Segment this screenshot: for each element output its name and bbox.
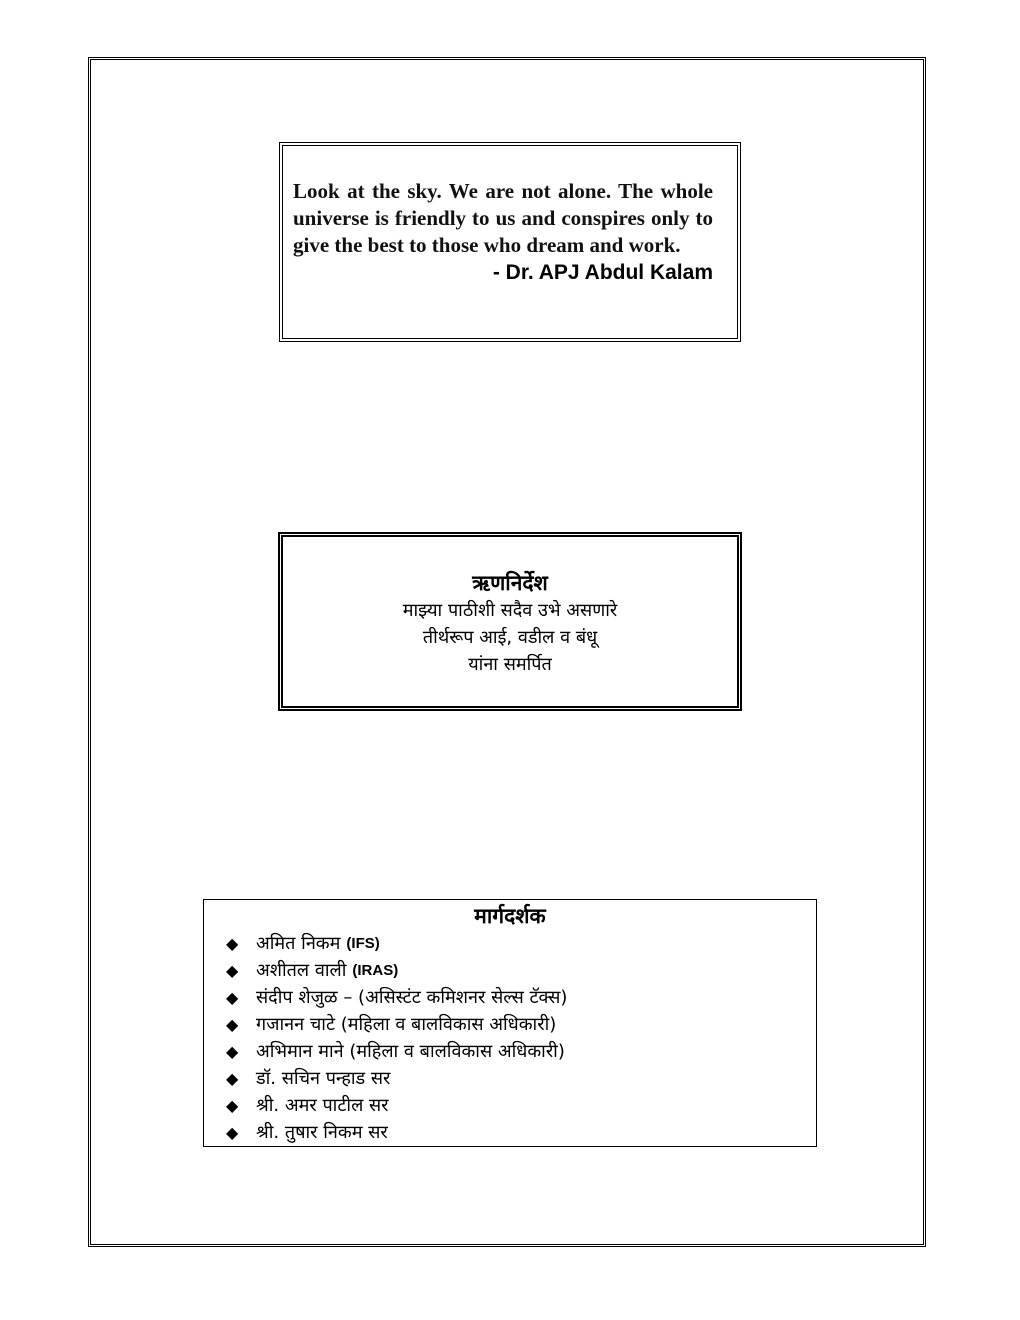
guide-name: डॉ. सचिन पन्हाड सर xyxy=(256,1068,391,1089)
diamond-bullet-icon: ◆ xyxy=(226,961,239,980)
guide-abbr: (IRAS) xyxy=(352,962,399,979)
dedication-line: तीर्थरूप आई, वडील व बंधू xyxy=(422,627,598,648)
diamond-bullet-icon: ◆ xyxy=(226,1069,239,1088)
guide-name: श्री. अमर पाटील सर xyxy=(256,1095,389,1116)
guides-list xyxy=(204,930,816,1146)
guide-name: श्री. तुषार निकम सर xyxy=(256,1122,388,1143)
quote-text: Look at the sky. We are not alone. The whole universe is friendly to us and conspires only to give the best to those who dream and work. xyxy=(293,179,713,257)
dedication-line: माझ्या पाठीशी सदैव उभे असणारे xyxy=(402,600,618,621)
list-item xyxy=(226,1038,816,1065)
guide-name: अशीतल वाली xyxy=(256,960,347,981)
list-item xyxy=(226,1119,816,1146)
list-item xyxy=(226,1011,816,1038)
guide-name: अभिमान माने (महिला व बालविकास अधिकारी) xyxy=(256,1041,565,1062)
list-item xyxy=(226,984,816,1011)
list-item xyxy=(226,930,816,957)
quote-author: - Dr. APJ Abdul Kalam xyxy=(492,261,713,284)
guide-name: अमित निकम xyxy=(256,933,341,954)
diamond-bullet-icon: ◆ xyxy=(226,988,239,1007)
guide-name: संदीप शेजुळ – (असिस्टंट कमिशनर सेल्स टॅक्स) xyxy=(256,987,568,1008)
list-item xyxy=(226,1092,816,1119)
list-item xyxy=(226,1065,816,1092)
list-item xyxy=(226,957,816,984)
guide-name: गजानन चाटे (महिला व बालविकास अधिकारी) xyxy=(256,1014,557,1035)
diamond-bullet-icon: ◆ xyxy=(226,1015,239,1034)
guides-box xyxy=(203,899,817,1147)
dedication-line: यांना समर्पित xyxy=(468,654,552,675)
diamond-bullet-icon: ◆ xyxy=(226,1096,239,1115)
dedication-box xyxy=(278,532,742,711)
diamond-bullet-icon: ◆ xyxy=(226,1042,239,1061)
dedication-title: ऋणनिर्देश xyxy=(472,571,548,595)
quote-box xyxy=(279,142,741,342)
guide-abbr: (IFS) xyxy=(346,935,380,952)
guides-title: मार्गदर्शक xyxy=(474,904,546,928)
diamond-bullet-icon: ◆ xyxy=(226,1123,239,1142)
diamond-bullet-icon: ◆ xyxy=(226,934,239,953)
